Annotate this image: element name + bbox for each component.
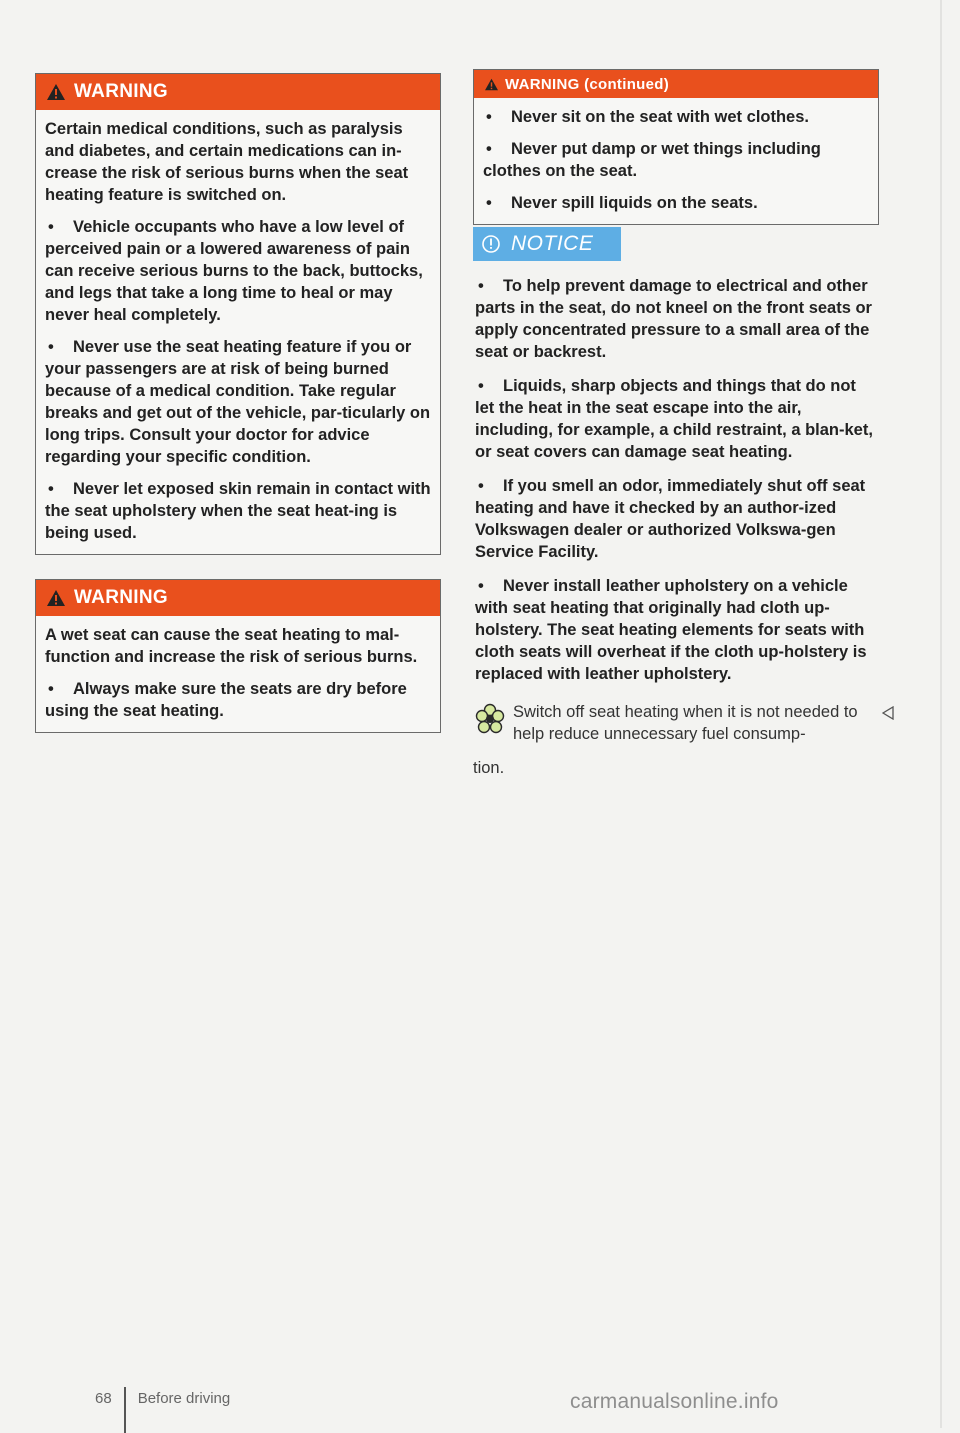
warning-header bbox=[36, 74, 440, 110]
notice-circle-icon bbox=[481, 234, 501, 254]
right-column bbox=[473, 69, 879, 779]
end-of-section-triangle-icon bbox=[882, 706, 894, 720]
warning-body bbox=[474, 98, 878, 224]
notice-body bbox=[473, 275, 879, 685]
warning-triangle-icon bbox=[46, 83, 66, 101]
warning-triangle-icon bbox=[484, 78, 499, 91]
warning-bullet: • Vehicle occupants who have a low level of perceived pain or a lowered awareness of pain can receive serious burns to the back, buttocks, and legs that take a long time to heal or may never heal completely. bbox=[45, 218, 423, 324]
warning-header-label: WARNING bbox=[74, 81, 168, 102]
warning-body bbox=[36, 110, 440, 554]
warning-triangle-icon bbox=[46, 589, 66, 607]
eco-tip bbox=[473, 701, 879, 779]
footer-divider bbox=[124, 1387, 126, 1433]
page-footer bbox=[95, 1375, 230, 1421]
eco-tip-tail: tion. bbox=[473, 759, 505, 777]
notice-header-label: NOTICE bbox=[511, 232, 594, 255]
warning-bullet: • Never spill liquids on the seats. bbox=[486, 194, 758, 212]
warning-box-medical bbox=[35, 73, 441, 555]
warning-header bbox=[36, 580, 440, 616]
left-column bbox=[35, 73, 441, 733]
watermark: carmanualsonline.info bbox=[570, 1390, 779, 1413]
page-number: 68 bbox=[95, 1389, 112, 1407]
warning-bullet: • Never put damp or wet things including clothes on the seat. bbox=[483, 140, 821, 180]
section-title: Before driving bbox=[137, 1389, 231, 1407]
eco-flower-icon bbox=[475, 703, 505, 737]
warning-box-continued bbox=[473, 69, 879, 225]
warning-box-wet-seat bbox=[35, 579, 441, 733]
warning-header bbox=[474, 70, 878, 98]
page-edge bbox=[940, 0, 942, 1428]
warning-bullet: • Never sit on the seat with wet clothes. bbox=[486, 108, 809, 126]
warning-bullet: • Never use the seat heating feature if you or your passengers are at risk of being burned because of a medical condition. Take regular breaks and get out of the vehicle, par-ticularly on long trips. Consult your doctor for advice regarding your specific condition. bbox=[45, 338, 431, 466]
notice-bullet: • If you smell an odor, immediately shut off seat heating and have it checked by an author-ized Volkswagen dealer or authorized Volkswa-gen Service Facility. bbox=[475, 477, 866, 561]
warning-header-label: WARNING (continued) bbox=[505, 75, 670, 93]
warning-body bbox=[36, 616, 440, 732]
notice-bullet: • Liquids, sharp objects and things that do not let the heat in the seat escape into the air, including, for example, a child restraint, a blan-ket, or seat covers can damage seat heating. bbox=[475, 377, 873, 461]
warning-intro: A wet seat can cause the seat heating to mal-function and increase the risk of serious burns. bbox=[45, 626, 418, 666]
notice-bullet: • To help prevent damage to electrical and other parts in the seat, do not kneel on the front seats or apply concentrated pressure to a small area of the seat or backrest. bbox=[475, 277, 872, 361]
warning-header-label: WARNING bbox=[74, 587, 168, 608]
eco-tip-text: Switch off seat heating when it is not needed to help reduce unnecessary fuel consump- bbox=[513, 703, 858, 743]
warning-intro: Certain medical conditions, such as paralysis and diabetes, and certain medications can in-crease the risk of serious burns when the seat heating feature is switched on. bbox=[45, 120, 409, 204]
notice-bullet: • Never install leather upholstery on a vehicle with seat heating that originally had cloth up-holstery. The seat heating elements for seats with cloth seats will overheat if the cloth up-holstery is replaced with leather upholstery. bbox=[475, 577, 867, 683]
warning-bullet: • Never let exposed skin remain in contact with the seat upholstery when the seat heat-ing is being used. bbox=[45, 480, 431, 542]
notice-header bbox=[473, 227, 621, 261]
warning-bullet: • Always make sure the seats are dry before using the seat heating. bbox=[45, 680, 407, 720]
